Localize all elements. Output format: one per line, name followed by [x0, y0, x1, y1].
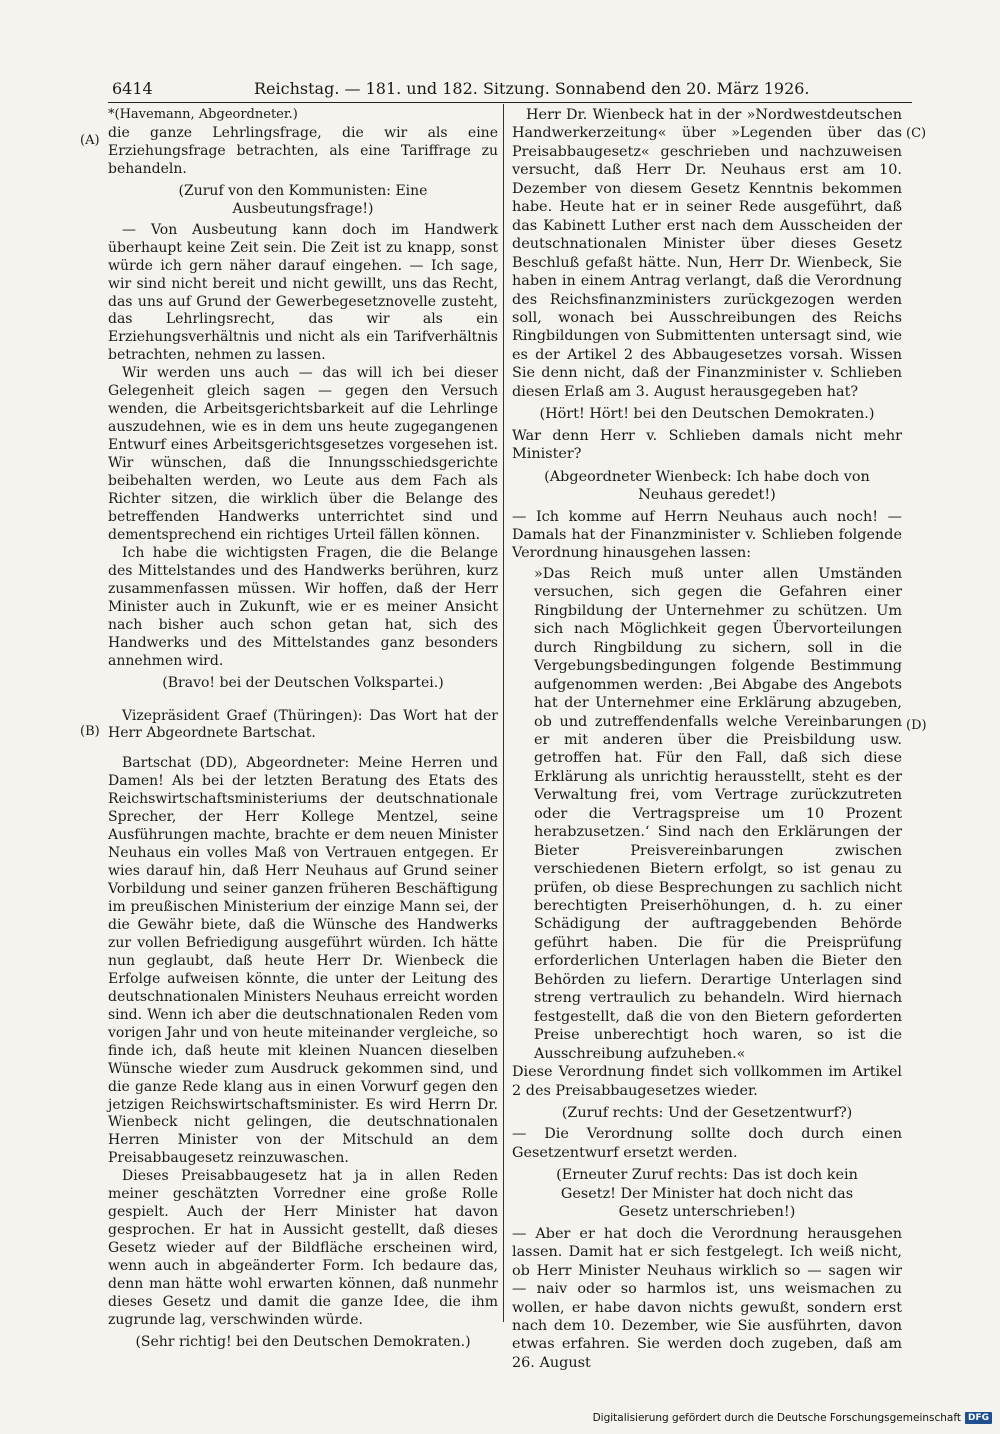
spacer — [108, 743, 498, 755]
margin-mark-c: (C) — [906, 126, 927, 141]
paragraph: — Von Ausbeutung kann doch im Handwerk überhaupt keine Zeit sein. Die Zeit ist zu knapp, sonst würde ich gern näher darauf eingehen. — Ich sage, wir sind nicht bereit und nicht gewillt, uns das Recht, das uns auf Grund der Gewerbegesetznovelle zusteht, das Lehrlingsrecht, das wir als ein Erziehungsverhältnis und nicht als ein Tarifverhältnis betrachten, nehmen zu lassen. — [108, 221, 498, 364]
paragraph: — Aber er hat doch die Verordnung herausgehen lassen. Damit hat er sich festgelegt. Ich weiß nicht, ob Herr Minister Neuhaus wirklich so — sagen wir — naiv oder so harmlos ist, uns weismachen zu wollen, er habe davon nichts gewußt, sondern erst nach dem 10. Dezember, wie Sie ausführten, davon etwas erfahren. Sie werden doch zugeben, daß am 26. August — [512, 1225, 902, 1371]
running-title: Reichstag. — 181. und 182. Sitzung. Sonnabend den 20. März 1926. — [254, 79, 810, 98]
paragraph: War denn Herr v. Schlieben damals nicht mehr Minister? — [512, 427, 902, 463]
paragraph: Diese Verordnung findet sich vollkommen im Artikel 2 des Preisabbaugesetzes wieder. — [512, 1064, 902, 1099]
page-number: 6414 — [112, 79, 153, 98]
paragraph: — Die Verordnung sollte doch durch einen Gesetzentwurf ersetzt werden. — [512, 1126, 902, 1161]
paragraph: — Ich komme auf Herrn Neuhaus auch noch! — Damals hat der Finanzminister v. Schlieben folgende Verordnung hinausgehen lassen: — [512, 508, 902, 562]
paragraph: Ich habe die wichtigsten Fragen, die die Belange des Mittelstandes und des Handwerks berühren, kurz zusammenfassen müssen. Wir hoffen, daß der Herr Minister auch in Zukunft, wie er es meiner Ansicht nach bisher auch schon getan hat, sich des Handwerks und des Mittelstandes ganz besonders annehmen wird. — [108, 544, 498, 669]
column-rule — [503, 104, 504, 1322]
interjection: (Erneuter Zuruf rechts: Das ist doch kein Gesetz! Der Minister hat doch nicht das Gesetz unterschrieben!) — [556, 1167, 858, 1221]
interjection: (Hört! Hört! bei den Deutschen Demokraten.) — [539, 406, 875, 423]
dfg-logo: DFG — [965, 1412, 992, 1424]
left-column — [108, 106, 498, 1355]
right-column — [512, 106, 902, 1372]
margin-mark-d: (D) — [906, 718, 927, 733]
paragraph: Herr Dr. Wienbeck hat in der »Nordwestdeutschen Handwerkerzeitung« über »Legenden über das Preisabbaugesetz« geschrieben und nachzuweisen versucht, daß Herr Dr. Neuhaus erst am 10. Dezember von diesem Gesetz Kenntnis bekommen habe. Heute hat er in seiner Rede ausgeführt, daß das Kabinett Luther erst nach dem Ausscheiden der deutschnationalen Minister über dieses Gesetz Beschluß gefaßt hätte. Nun, Herr Dr. Wienbeck, Sie haben in einem Antrag verlangt, daß die Verordnung des Reichsfinanzministers zurückgezogen werden soll, wonach bei Ausschreibungen des Reichs Ringbildungen von Submittenten untersagt sind, wie es der Artikel 2 des Abbaugesetzes vorsah. Wissen Sie denn nicht, daß der Finanzminister v. Schlieben diesen Erlaß am 3. August herausgegeben hat? — [512, 107, 902, 400]
paragraph-vizepraesident: Vizepräsident Graef (Thüringen): Das Wort hat der Herr Abgeordnete Bartschat. — [108, 707, 498, 742]
credit-text: Digitalisierung gefördert durch die Deutsche Forschungsgemeinschaft — [592, 1412, 961, 1424]
header-rule — [108, 102, 912, 103]
quoted-ordinance: »Das Reich muß unter allen Umständen versuchen, sich gegen die Gefahren einer Ringbildung der Unternehmer zu schützen. Um sich nach Möglichkeit gegen Übervorteilungen durch Ringbildung zu sichern, soll in die Vergebungsbedingungen folgende Bestimmung aufgenommen werden: ‚Bei Abgabe des Angebots hat der Unternehmer eine Erklärung abzugeben, ob und zutreffendenfalls welche Vereinbarungen er mit anderen über die Preisbildung usw. getroffen hat. Für den Fall, daß sich diese Erklärung als unrichtig herausstellt, steht es der Verwaltung frei, vom Vertrage zurückzutreten oder die Vertragspreise um 10 Prozent herabzusetzen.‘ Sind nach den Erklärungen der Bieter Preisvereinbarungen zwischen verschiedenen Bietern erfolgt, so ist genau zu prüfen, ob diese Besprechungen zu sachlich nicht berechtigten Preiserhöhungen, d. h. zu einer Schädigung der auftraggebenden Behörde geführt haben. Die für die Preisprüfung erforderlichen Unterlagen haben die Bieter den Behörden zu liefern. Derartige Unterlagen sind streng vertraulich zu behandeln. Wird hiernach festgestellt, daß die von den Bietern geforderten Preise unberechtigt hoch waren, so ist die Ausschreibung aufzuheben.« — [534, 565, 902, 1062]
paragraph: Wir werden uns auch — das will ich bei dieser Gelegenheit gleich sagen — gegen den Versuch wenden, die Arbeitsgerichtsbarkeit auf die Lehrlinge auszudehnen, wie es in dem uns heute zugegangenen Entwurf eines Arbeitsgerichtsgesetzes vorgesehen ist. Wir wünschen, daß die Innungsschiedsgerichte beibehalten werden, wo Leute aus dem Fach als Richter sitzen, die wirklich über die Belange des betreffenden Handwerks unterrichtet sind und dementsprechend ein richtiges Urteil fällen können. — [108, 365, 498, 543]
spacer — [108, 696, 498, 708]
paragraph: Dieses Preisabbaugesetz hat ja in allen Reden meiner geschätzten Vorredner eine große Rolle gespielt. Auch der Herr Minister hat davon gesprochen. Er hat in Aussicht gestellt, daß dieses Gesetz wieder auf der Bildfläche erscheinen wird, wenn auch in abgeänderter Form. Ich bedaure das, denn man hätte wohl erwarten können, daß nunmehr dieses Gesetz und damit die ganze Idee, die ihm zugrunde lag, verschwinden würde. — [108, 1168, 498, 1328]
interjection: (Sehr richtig! bei den Deutschen Demokraten.) — [135, 1333, 471, 1350]
interjection: (Zuruf rechts: Und der Gesetzentwurf?) — [561, 1105, 853, 1122]
paragraph: die ganze Lehrlingsfrage, die wir als eine Erziehungsfrage betrachten, als eine Tariffrage zu behandeln. — [108, 124, 498, 177]
margin-mark-b: (B) — [80, 724, 100, 739]
page-header — [112, 78, 912, 100]
interjection: (Zuruf von den Kommunisten: Eine Ausbeutungsfrage!) — [178, 182, 428, 217]
margin-mark-a: (A) — [80, 133, 100, 148]
interjection: (Bravo! bei der Deutschen Volkspartei.) — [162, 674, 444, 691]
interjection: (Abgeordneter Wienbeck: Ich habe doch von Neuhaus geredet!) — [544, 468, 870, 504]
paragraph-bartschat: Bartschat (DD), Abgeordneter: Meine Herren und Damen! Als bei der letzten Beratung des Etats des Reichswirtschaftsministeriums der deutschnationale Sprecher, der Herr Kollege Mentzel, seine Ausführungen machte, brachte er dem neuen Minister Neuhaus ein volles Maß von Vertrauen entgegen. Er wies darauf hin, daß Herr Neuhaus auf Grund seiner Vorbildung und seiner ganzen früheren Beschäftigung im preußischen Ministerium der einzige Mann sei, der die Gewähr biete, daß die Wünsche des Handwerks zur vollen Befriedigung ausgeführt würden. Ich hätte nun geglaubt, daß heute Herr Dr. Wienbeck die Erfolge aufweisen könnte, die unter der Leitung des deutschnationalen Ministers Neuhaus erreicht worden sind. Wenn ich aber die deutschnationalen Reden vom vorigen Jahr und von heute miteinander vergleiche, so finde ich, daß heute mit kleinen Nuancen dieselben Wünsche wieder zum Ausdruck gekommen sind, und die ganze Rede klang aus in einen Vorwurf gegen den jetzigen Reichswirtschaftsminister. Es wird Herrn Dr. Wienbeck nicht gelingen, die deutschnationalen Herren Minister von der Mitschuld an dem Preisabbaugesetz reinzuwaschen. — [108, 755, 498, 1167]
digitization-credit — [593, 1412, 992, 1424]
speaker-continuation: *(Havemann, Abgeordneter.) — [108, 107, 298, 122]
